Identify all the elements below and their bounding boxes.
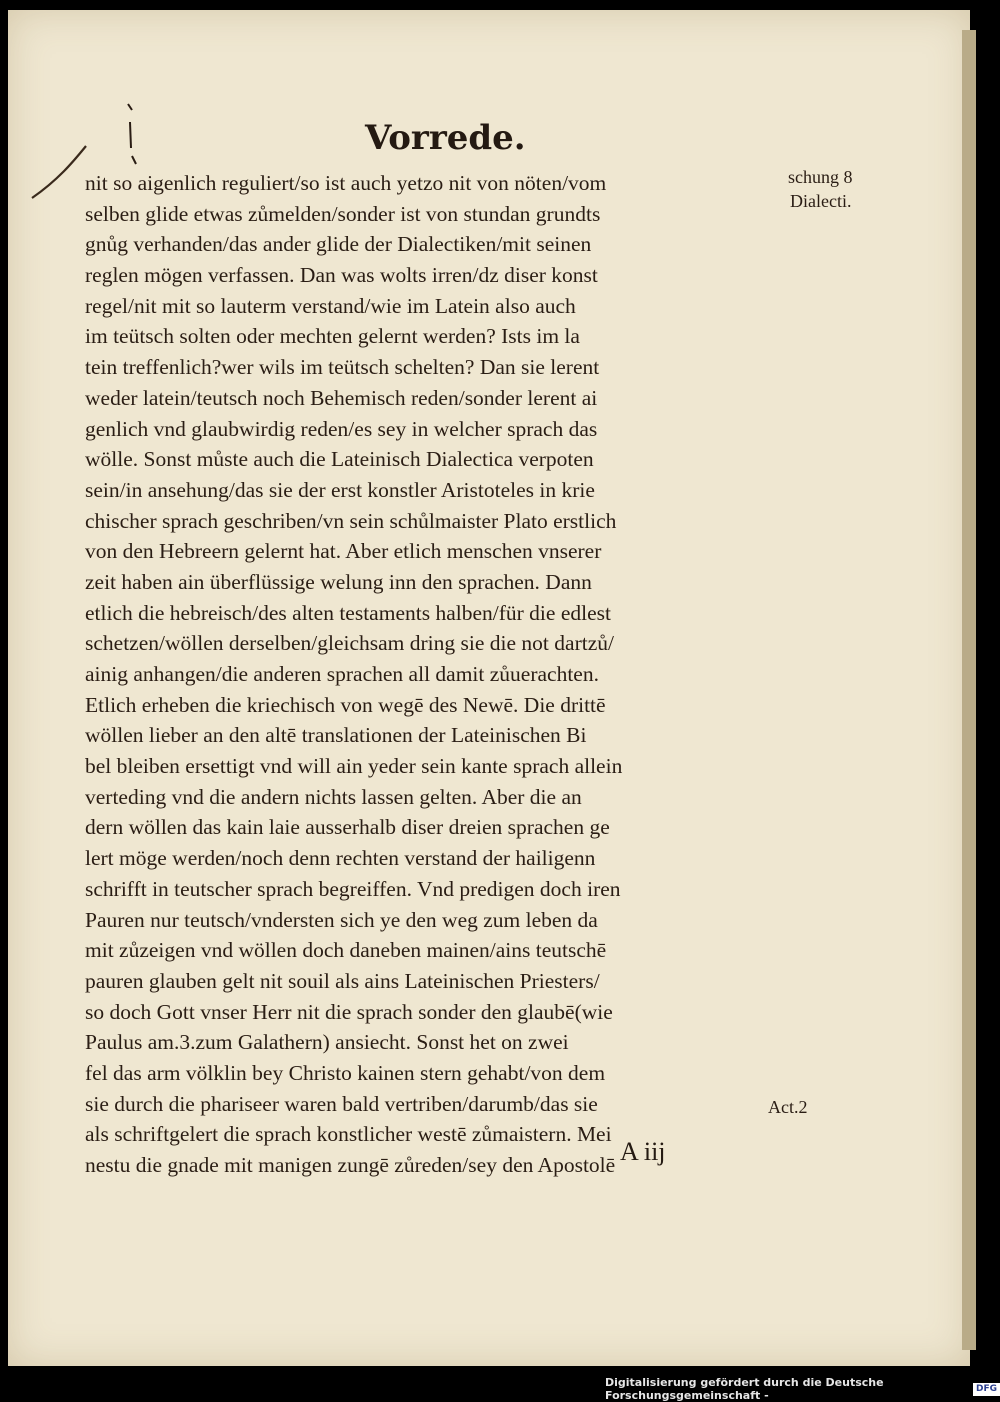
text-line: Etlich erheben die kriechisch von wegē des Newē. Die drittē bbox=[85, 692, 606, 717]
text-line: schrifft in teutscher sprach begreiffen. Vnd predigen doch iren bbox=[85, 876, 621, 901]
text-line: regel/nit mit so lauterm verstand/wie im Latein also auch bbox=[85, 293, 576, 318]
text-line: schetzen/wöllen derselben/gleichsam dring sie die not dartzů/ bbox=[85, 631, 614, 656]
text-line: bel bleiben ersettigt vnd will ain yeder sein kante sprach allein bbox=[85, 754, 623, 779]
text-line: gnůg verhanden/das ander glide der Dialectiken/mit seinen bbox=[85, 232, 592, 257]
signature-mark: A iij bbox=[620, 1137, 666, 1166]
text-line: im teütsch solten oder mechten gelernt werden? Ists im la bbox=[85, 324, 580, 349]
footer bbox=[605, 1376, 1000, 1402]
text-line: genlich vnd glaubwirdig reden/es sey in welcher sprach das bbox=[85, 416, 598, 441]
text-line: tein treffenlich?wer wils im teütsch schelten? Dan sie lerent bbox=[85, 355, 600, 380]
text-line: reglen mögen verfassen. Dan was wolts irren/dz diser konst bbox=[85, 263, 598, 288]
text-line: wöllen lieber an den altē translationen der Lateinischen Bi bbox=[85, 723, 587, 748]
text-line: chischer sprach geschriben/vn sein schůlmaister Plato erstlich bbox=[85, 508, 617, 533]
margin-act-reference: Act.2 bbox=[768, 1097, 808, 1117]
text-line: mit zůzeigen vnd wöllen doch daneben mainen/ains teutschē bbox=[85, 938, 607, 963]
pen-stroke-mark bbox=[28, 142, 90, 202]
body-text bbox=[85, 168, 785, 1181]
text-line: wölle. Sonst můste auch die Lateinisch Dialectica verpoten bbox=[85, 447, 594, 472]
text-line: nestu die gnade mit manigen zungē zůreden/sey den Apostolē bbox=[85, 1153, 616, 1177]
text-line: fel das arm völklin bey Christo kainen stern gehabt/von dem bbox=[85, 1060, 606, 1085]
text-line: Paulus am.3.zum Galathern) ansiecht. Sonst het on zwei bbox=[85, 1030, 569, 1055]
page-heading: Vorrede. bbox=[365, 118, 526, 158]
text-line: verteding vnd die andern nichts lassen gelten. Aber die an bbox=[85, 784, 582, 809]
text-line: dern wöllen das kain laie ausserhalb diser dreien sprachen ge bbox=[85, 815, 610, 840]
page-edge bbox=[962, 30, 976, 1350]
footer-text: Digitalisierung gefördert durch die Deutsche Forschungsgemeinschaft - bbox=[605, 1376, 884, 1402]
margin-tick-mark bbox=[124, 102, 140, 168]
text-line: lert möge werden/noch denn rechten verstand der hailigenn bbox=[85, 846, 596, 871]
text-line: von den Hebreern gelernt hat. Aber etlich menschen vnserer bbox=[85, 539, 602, 564]
text-line: sie durch die phariseer waren bald vertriben/darumb/das sie bbox=[85, 1091, 598, 1116]
text-line: selben glide etwas zůmelden/sonder ist von stundan grundts bbox=[85, 201, 601, 226]
text-line: etlich die hebreisch/des alten testaments halben/für die edlest bbox=[85, 600, 611, 625]
text-line: Pauren nur teutsch/vndersten sich ye den weg zum leben da bbox=[85, 907, 598, 932]
text-line: sein/in ansehung/das sie der erst konstler Aristoteles in krie bbox=[85, 477, 595, 502]
dfg-logo: DFG bbox=[973, 1383, 1000, 1396]
text-line: so doch Gott vnser Herr nit die sprach sonder den glaubē(wie bbox=[85, 999, 613, 1024]
text-line: zeit haben ain überflüssige welung inn den sprachen. Dann bbox=[85, 569, 592, 594]
text-line: als schriftgelert die sprach konstlicher westē zůmaistern. Mei bbox=[85, 1122, 612, 1147]
text-line: weder latein/teutsch noch Behemisch reden/sonder lerent ai bbox=[85, 385, 598, 410]
margin-note-line2: Dialecti. bbox=[790, 191, 852, 211]
text-line: nit so aigenlich reguliert/so ist auch yetzo nit von nöten/vom bbox=[85, 171, 607, 195]
text-line: pauren glauben gelt nit souil als ains Lateinischen Priesters/ bbox=[85, 968, 600, 993]
text-line: ainig anhangen/die anderen sprachen all damit zůuerachten. bbox=[85, 662, 599, 686]
margin-note-line1: schung 8 bbox=[788, 167, 853, 187]
